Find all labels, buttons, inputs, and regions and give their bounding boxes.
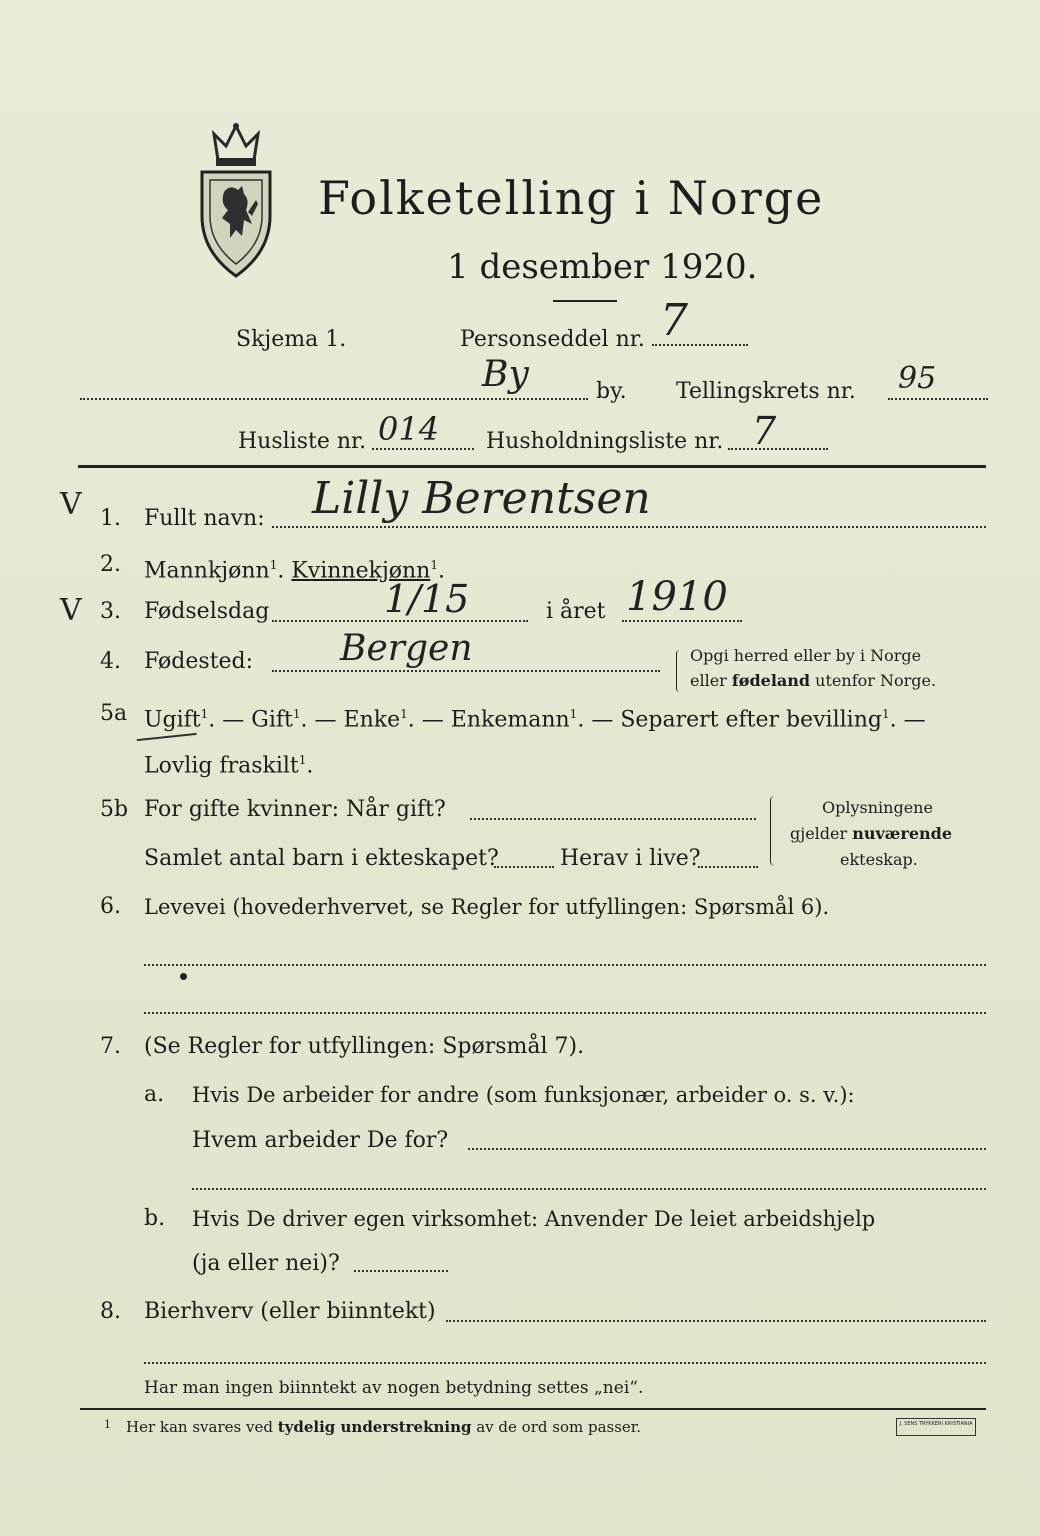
check-mark-q1: V: [60, 487, 82, 522]
status-enkemann-option[interactable]: Enkemann: [450, 707, 570, 733]
title-divider: [553, 300, 617, 302]
husholdningsliste-label: Husholdningsliste nr.: [486, 429, 724, 454]
husholdningsliste-value: 7: [752, 409, 777, 453]
q5b-note-brace: [770, 796, 779, 866]
q5b-when-label: For gifte kvinner: Når gift?: [144, 797, 446, 822]
check-mark-q3: V: [60, 593, 82, 628]
status-gift-option[interactable]: Gift: [251, 707, 293, 733]
q5b-alive-label: Herav i live?: [560, 846, 701, 871]
status-separert-option[interactable]: Separert efter bevilling: [620, 707, 882, 733]
gender-male-option[interactable]: Mannkjønn: [144, 558, 270, 584]
q3-label: Fødselsdag: [144, 599, 270, 624]
status-fraskilt-option[interactable]: Lovlig fraskilt$^1$.: [144, 753, 314, 779]
q5b-number: 5b: [100, 797, 129, 822]
status-enke-option[interactable]: Enke: [343, 707, 401, 733]
q5b-note-line3: ekteskap.: [840, 850, 918, 869]
personseddel-label: Personseddel nr.: [460, 327, 645, 352]
header-divider: [78, 465, 986, 468]
footnote-text: Her kan svares ved tydelig understrekning av de ord som passer.: [126, 1418, 642, 1436]
coat-of-arms-icon: [196, 120, 276, 280]
employer-field-line1[interactable]: [468, 1148, 986, 1150]
q2-options: Mannkjønn$^1$. Kvinnekjønn$^1$.: [144, 558, 445, 584]
occupation-field-line1[interactable]: [144, 964, 986, 966]
q4-label: Fødested:: [144, 649, 254, 674]
by-field[interactable]: [80, 398, 588, 400]
footnote-marker: 1: [104, 1418, 111, 1431]
birthplace-value: Bergen: [340, 628, 473, 669]
husliste-label: Husliste nr.: [238, 429, 367, 454]
q7a-text: Hvis De arbeider for andre (som funksjonær, arbeider o. s. v.):: [192, 1083, 855, 1107]
children-alive-field[interactable]: [698, 866, 758, 868]
birth-year-field[interactable]: [622, 620, 742, 622]
tellingskrets-label: Tellingskrets nr.: [676, 379, 856, 404]
side-income-field-line1[interactable]: [446, 1320, 986, 1322]
husholdningsliste-field[interactable]: [728, 448, 828, 450]
q7-label: (Se Regler for utfyllingen: Spørsmål 7).: [144, 1034, 585, 1059]
q7b-question: (ja eller nei)?: [192, 1251, 340, 1276]
footnote-ref: 1: [269, 558, 278, 572]
side-income-field-line2[interactable]: [144, 1362, 986, 1364]
personseddel-value: 7: [660, 295, 688, 346]
employer-field-line2[interactable]: [192, 1188, 986, 1190]
printer-stamp: [896, 1418, 976, 1436]
q5b-note-line2: gjelder nuværende: [790, 824, 953, 843]
skjema-label: Skjema 1.: [236, 327, 347, 352]
q5b-note-line1: Oplysningene: [822, 798, 933, 817]
hired-help-field[interactable]: [354, 1270, 448, 1272]
q1-number: 1.: [100, 506, 121, 531]
q8-number: 8.: [100, 1299, 121, 1324]
q7b-letter: b.: [144, 1206, 166, 1231]
q1-label: Fullt navn:: [144, 506, 265, 531]
q7a-question: Hvem arbeider De for?: [192, 1128, 449, 1153]
children-count-field[interactable]: [494, 866, 554, 868]
birth-year-value: 1910: [626, 574, 728, 620]
ink-dot: [180, 973, 187, 980]
q7-number: 7.: [100, 1034, 121, 1059]
marriage-date-field[interactable]: [470, 818, 756, 820]
printer-stamp-text: J. SENS TRYKKERI KRISTIANIA: [899, 1421, 973, 1427]
footnote-ref: 1: [430, 558, 438, 572]
occupation-field-line2[interactable]: [144, 1012, 986, 1014]
q5a-number: 5a: [100, 701, 128, 726]
birth-year-label: i året: [546, 599, 606, 624]
tellingskrets-value: 95: [898, 361, 937, 396]
q3-number: 3.: [100, 599, 121, 624]
birthday-value: 1/15: [384, 577, 470, 621]
q4-number: 4.: [100, 649, 121, 674]
q5b-children-label: Samlet antal barn i ekteskapet?: [144, 846, 499, 871]
q6-label: Levevei (hovederhvervet, se Regler for utfyllingen: Spørsmål 6).: [144, 895, 830, 919]
husliste-value: 014: [378, 410, 440, 448]
gender-female-option[interactable]: Kvinnekjønn: [291, 558, 431, 584]
full-name-value: Lilly Berentsen: [312, 473, 651, 524]
birthplace-field[interactable]: [272, 670, 660, 672]
q6-number: 6.: [100, 894, 121, 919]
q5a-options: Ugift$^1$. — Gift$^1$. — Enke$^1$. — Enkemann$^1$. — Separert efter bevilling$^1$. —: [144, 707, 926, 733]
form-title: Folketelling i Norge: [318, 171, 825, 225]
footnote-divider: [80, 1408, 986, 1410]
q7a-letter: a.: [144, 1082, 165, 1107]
q4-note-line2: eller fødeland utenfor Norge.: [690, 671, 937, 690]
q2-number: 2.: [100, 552, 121, 577]
full-name-field[interactable]: [272, 526, 986, 528]
status-ugift-option[interactable]: Ugift: [144, 707, 201, 733]
by-value: By: [482, 354, 529, 395]
q4-note-brace: [676, 650, 683, 692]
q4-note-line1: Opgi herred eller by i Norge: [690, 646, 922, 665]
q8-note: Har man ingen biinntekt av nogen betydning settes „nei“.: [144, 1378, 644, 1398]
q7b-text: Hvis De driver egen virksomhet: Anvender De leiet arbeidshjelp: [192, 1207, 876, 1231]
census-date: 1 desember 1920.: [447, 247, 758, 287]
q8-label: Bierhverv (eller biinntekt): [144, 1299, 436, 1324]
by-label: by.: [596, 379, 627, 404]
